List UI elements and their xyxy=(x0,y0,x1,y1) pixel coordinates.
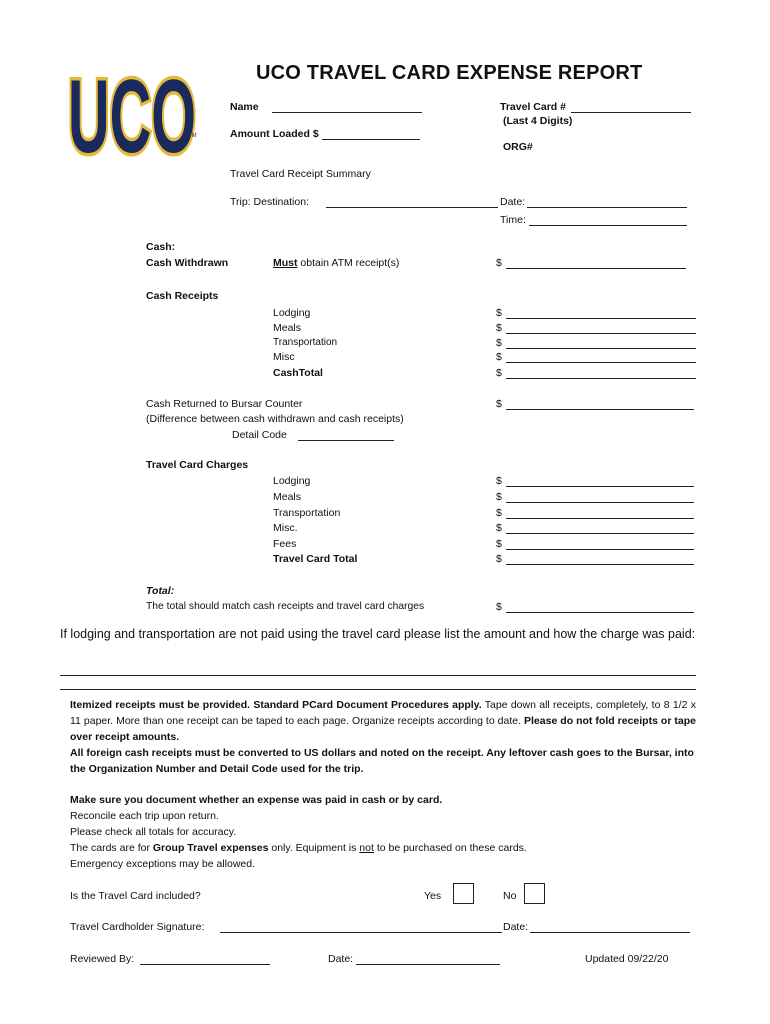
name-field[interactable] xyxy=(272,112,422,113)
cash-receipt-lodging: Lodging xyxy=(273,307,311,319)
logo-letters-outline: UCO xyxy=(68,59,196,168)
group-travel-b: Group Travel expenses xyxy=(152,842,269,854)
signature-label: Travel Cardholder Signature: xyxy=(70,921,205,933)
instructions-bold-2: Please do not fold receipts or tape over receipt amounts. xyxy=(70,715,696,743)
trip-time-label: Time: xyxy=(500,214,526,226)
card-charge-lodging-field[interactable] xyxy=(506,486,694,487)
instructions-group-travel xyxy=(70,842,527,854)
card-charge-meals: Meals xyxy=(273,491,302,503)
cash-receipt-misc-field[interactable] xyxy=(506,362,696,363)
cash-withdrawn-field[interactable] xyxy=(506,268,686,269)
summary-heading: Travel Card Receipt Summary xyxy=(230,168,371,180)
cash-receipt-total: CashTotal xyxy=(273,367,323,379)
cash-receipt-dollar: $ xyxy=(496,307,502,319)
reviewed-by-label: Reviewed By: xyxy=(70,953,135,965)
card-charges-heading: Travel Card Charges xyxy=(146,459,249,471)
cash-receipts-heading: Cash Receipts xyxy=(146,290,219,302)
logo-tm: TM xyxy=(188,133,197,139)
org-label: ORG# xyxy=(503,141,533,153)
card-included-question: Is the Travel Card included? xyxy=(70,890,201,902)
detail-code-label: Detail Code xyxy=(232,429,287,441)
cash-receipt-total-field[interactable] xyxy=(506,378,696,379)
cash-returned-line2: (Difference between cash withdrawn and cash receipts) xyxy=(146,413,404,425)
card-charge-dollar: $ xyxy=(496,491,502,503)
detail-code-field[interactable] xyxy=(298,440,394,441)
cash-receipt-dollar: $ xyxy=(496,322,502,334)
cash-returned-line1: Cash Returned to Bursar Counter xyxy=(146,398,303,410)
group-travel-d: not xyxy=(359,842,374,854)
cash-returned-dollar: $ xyxy=(496,398,502,410)
group-travel-c: only. Equipment is xyxy=(268,842,360,854)
lodging-note-line-1[interactable] xyxy=(60,675,696,676)
travel-card-field[interactable] xyxy=(571,112,691,113)
instructions-emergency: Emergency exceptions may be allowed. xyxy=(70,858,256,870)
card-charge-misc: Misc. xyxy=(273,522,298,534)
instructions-check-totals: Please check all totals for accuracy. xyxy=(70,826,237,838)
must-text: Must xyxy=(273,257,298,269)
cash-receipt-meals: Meals xyxy=(273,322,302,334)
trip-date-label: Date: xyxy=(500,196,526,208)
page-title: UCO TRAVEL CARD EXPENSE REPORT xyxy=(256,62,643,84)
cash-receipt-lodging-field[interactable] xyxy=(506,318,696,319)
instructions-bold-1: Itemized receipts must be provided. Standard PCard Document Procedures apply. xyxy=(70,699,482,711)
instructions-document-method: Make sure you document whether an expense was paid in cash or by card. xyxy=(70,794,443,806)
group-travel-e: to be purchased on these cards. xyxy=(373,842,527,854)
total-label: Total: xyxy=(146,585,175,597)
cash-withdrawn-dollar: $ xyxy=(496,257,502,269)
group-travel-a: The cards are for xyxy=(70,842,153,854)
trip-date-field[interactable] xyxy=(527,207,687,208)
instructions-reconcile: Reconcile each trip upon return. xyxy=(70,810,219,822)
travel-card-label: Travel Card # xyxy=(500,101,566,113)
card-charge-total: Travel Card Total xyxy=(273,553,358,565)
card-charge-dollar: $ xyxy=(496,522,502,534)
signature-field[interactable] xyxy=(220,932,502,933)
cash-returned-field[interactable] xyxy=(506,409,694,410)
name-label: Name xyxy=(230,101,259,113)
yes-checkbox[interactable] xyxy=(453,883,474,904)
atm-text: obtain ATM receipt(s) xyxy=(297,257,400,269)
signature-date-label: Date: xyxy=(503,921,529,933)
cash-receipt-transportation: Transportation xyxy=(273,337,338,348)
card-charge-fees-field[interactable] xyxy=(506,549,694,550)
cash-withdrawn-label: Cash Withdrawn xyxy=(146,257,229,269)
last4-label: (Last 4 Digits) xyxy=(503,115,573,127)
atm-receipt-note xyxy=(273,257,399,269)
total-field[interactable] xyxy=(506,612,694,613)
reviewed-date-field[interactable] xyxy=(356,964,500,965)
card-charge-lodging: Lodging xyxy=(273,475,311,487)
card-charge-meals-field[interactable] xyxy=(506,502,694,503)
card-charge-fees: Fees xyxy=(273,538,297,550)
cash-receipt-dollar: $ xyxy=(496,337,502,349)
signature-date-field[interactable] xyxy=(530,932,690,933)
cash-receipt-transportation-field[interactable] xyxy=(506,348,696,349)
cash-receipt-dollar: $ xyxy=(496,367,502,379)
reviewed-by-field[interactable] xyxy=(140,964,270,965)
no-label: No xyxy=(503,890,517,902)
total-dollar: $ xyxy=(496,601,502,613)
card-charge-total-field[interactable] xyxy=(506,564,694,565)
total-note: The total should match cash receipts and travel card charges xyxy=(146,601,425,612)
updated-date: Updated 09/22/20 xyxy=(585,953,669,965)
amount-loaded-field[interactable] xyxy=(322,139,420,140)
amount-loaded-label: Amount Loaded $ xyxy=(230,128,319,140)
cash-label: Cash: xyxy=(146,241,176,253)
card-charge-dollar: $ xyxy=(496,538,502,550)
cash-receipt-meals-field[interactable] xyxy=(506,333,696,334)
card-charge-dollar: $ xyxy=(496,507,502,519)
lodging-transport-note: If lodging and transportation are not paid using the travel card please list the amount and how the charge was paid: xyxy=(60,627,696,641)
trip-destination-field[interactable] xyxy=(326,207,498,208)
instructions-receipts xyxy=(70,697,696,745)
cash-receipt-misc: Misc xyxy=(273,351,295,363)
instructions-foreign-cash: All foreign cash receipts must be converted to US dollars and noted on the receipt. Any leftover cash goes to the Bursar, into the Organization Number and Detail Code used for the trip. xyxy=(70,747,694,775)
reviewed-date-label: Date: xyxy=(328,953,354,965)
yes-label: Yes xyxy=(424,890,442,902)
cash-receipt-dollar: $ xyxy=(496,351,502,363)
card-charge-transportation: Transportation xyxy=(273,507,341,519)
no-checkbox[interactable] xyxy=(524,883,545,904)
card-charge-transportation-field[interactable] xyxy=(506,518,694,519)
card-charge-dollar: $ xyxy=(496,475,502,487)
uco-logo xyxy=(64,42,214,168)
card-charge-misc-field[interactable] xyxy=(506,533,694,534)
lodging-note-line-2[interactable] xyxy=(60,689,696,690)
trip-time-field[interactable] xyxy=(529,225,687,226)
instructions-text-1: Tape down all receipts, completely, to 8 1/2 x 11 paper. More than one receipt can be taped to each page. Organize receipts according to date. xyxy=(70,699,696,727)
trip-destination-label: Trip: Destination: xyxy=(230,196,309,208)
card-charge-dollar: $ xyxy=(496,553,502,565)
